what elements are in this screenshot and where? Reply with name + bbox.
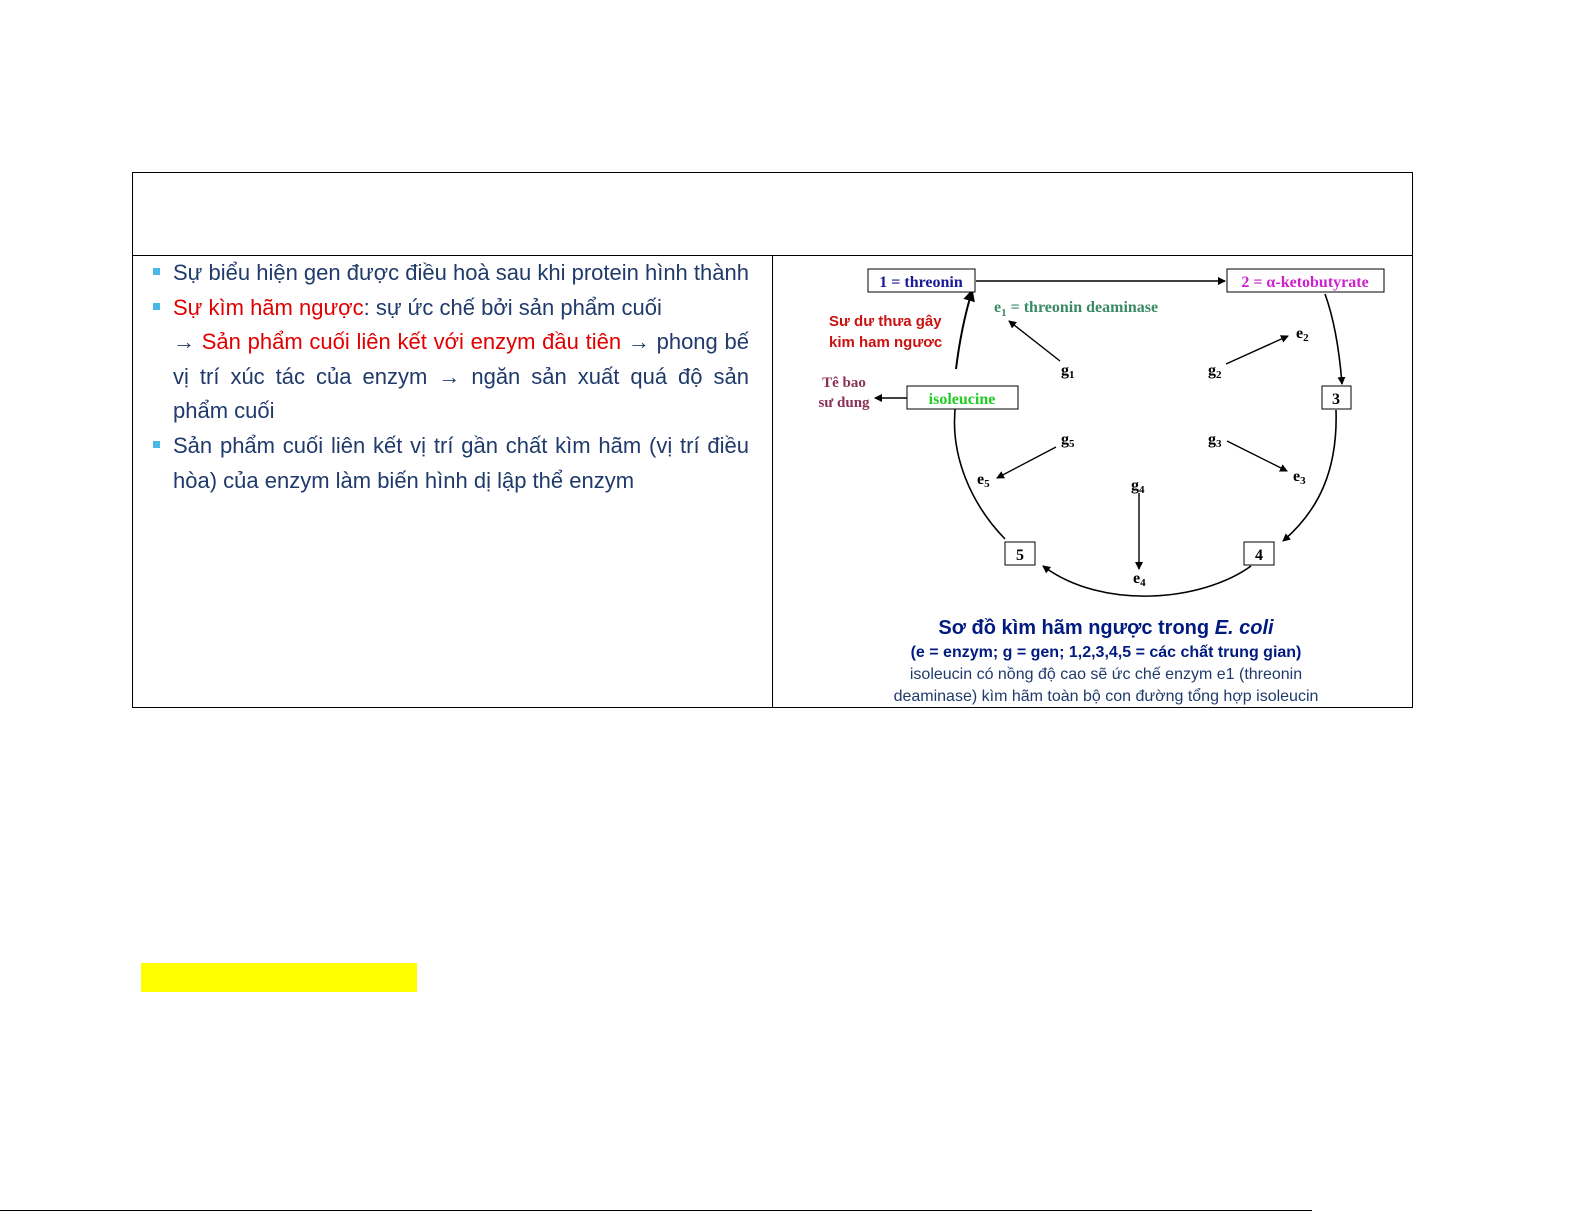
feedback-inhibition-diagram (773, 256, 1413, 708)
arrow-2-to-3 (1325, 294, 1342, 384)
arrow-g1-e1 (1009, 321, 1060, 361)
feedback-label-line2: kim ham ngươc (829, 334, 943, 351)
arrow-g3-e3 (1227, 441, 1287, 471)
feedback-definition: : sự ức chế bởi sản phẩm cuối (363, 294, 662, 320)
bullet-text-1: Sự biểu hiện gen được điều hoà sau khi protein hình thành (173, 260, 749, 285)
node-3-label: 3 (1332, 391, 1340, 408)
caption-title: Sơ đồ kìm hãm ngược trong E. coli (938, 617, 1274, 639)
node-1-label: 1 = threonin (879, 274, 963, 291)
enzyme-e2: e2 (1296, 325, 1309, 344)
bullet-item-1 (149, 256, 749, 291)
bullet-square-icon (153, 441, 160, 448)
diagram-cell (773, 256, 1412, 707)
arrow-g5-e5 (997, 447, 1056, 478)
bullet-item-3 (149, 429, 749, 498)
caption-line-1: isoleucin có nồng độ cao sẽ ức chế enzym e1 (threonin (909, 666, 1303, 683)
arrow-icon: → (627, 329, 650, 355)
bullet-square-icon (153, 303, 160, 310)
content-table (132, 172, 1413, 708)
arrow-5-to-isoleucine (954, 401, 1005, 539)
gene-g5: g5 (1061, 431, 1075, 450)
cell-use-line2: sư dung (818, 395, 870, 411)
node-4-label: 4 (1255, 547, 1263, 564)
bullet-item-2 (149, 291, 749, 429)
e1-label: $e_1$ = threonin deaminase (994, 299, 1159, 319)
bullet-text-3: Sản phẩm cuối liên kết vị trí gần chất kìm hãm (vị trí điều hòa) của enzym làm biến hình dị lập thể enzym (173, 432, 749, 493)
arrow-icon: → (173, 329, 195, 355)
bullet-square-icon (153, 268, 160, 275)
arrow-g2-e2 (1226, 336, 1288, 364)
feedback-term: Sự kìm hãm ngược (173, 294, 364, 320)
footer-rule (0, 1210, 1312, 1211)
gene-g1: g1 (1061, 362, 1075, 381)
arrow-3-to-4 (1283, 410, 1336, 541)
bullet-list (149, 256, 749, 498)
gene-g4: g4 (1131, 477, 1145, 496)
block-statement: phong bế vị trí xúc tác của enzym (173, 329, 749, 389)
gene-g2: g2 (1208, 362, 1222, 381)
caption-line-2: deaminase) kìm hãm toàn bộ con đường tổng hợp isoleucin (893, 688, 1319, 705)
text-cell (133, 256, 773, 707)
feedback-inhibition-arrow (956, 291, 972, 369)
enzyme-e3: e3 (1293, 468, 1306, 487)
enzyme-e5: e5 (977, 471, 990, 490)
caption-subtitle: (e = enzym; g = gen; 1,2,3,4,5 = các chất trung gian) (910, 644, 1302, 661)
arrow-icon: → (438, 363, 461, 389)
table-header-row (133, 173, 1412, 256)
cell-use-line1: Tê bao (822, 375, 866, 391)
yellow-highlight (141, 963, 417, 992)
node-2-label: 2 = α-ketobutyrate (1241, 274, 1369, 291)
prevent-statement: ngăn sản xuất quá độ sản phẩm cuối (173, 363, 749, 424)
arrow-4-to-5 (1043, 566, 1251, 596)
enzyme-e4: e4 (1133, 570, 1146, 589)
node-5-label: 5 (1016, 547, 1024, 564)
gene-g3: g3 (1208, 431, 1222, 450)
feedback-label-line1: Sư dư thưa gây (829, 313, 942, 330)
binding-statement: Sản phẩm cuối liên kết với enzym đầu tiên (201, 329, 622, 355)
isoleucine-label: isoleucine (928, 391, 996, 408)
